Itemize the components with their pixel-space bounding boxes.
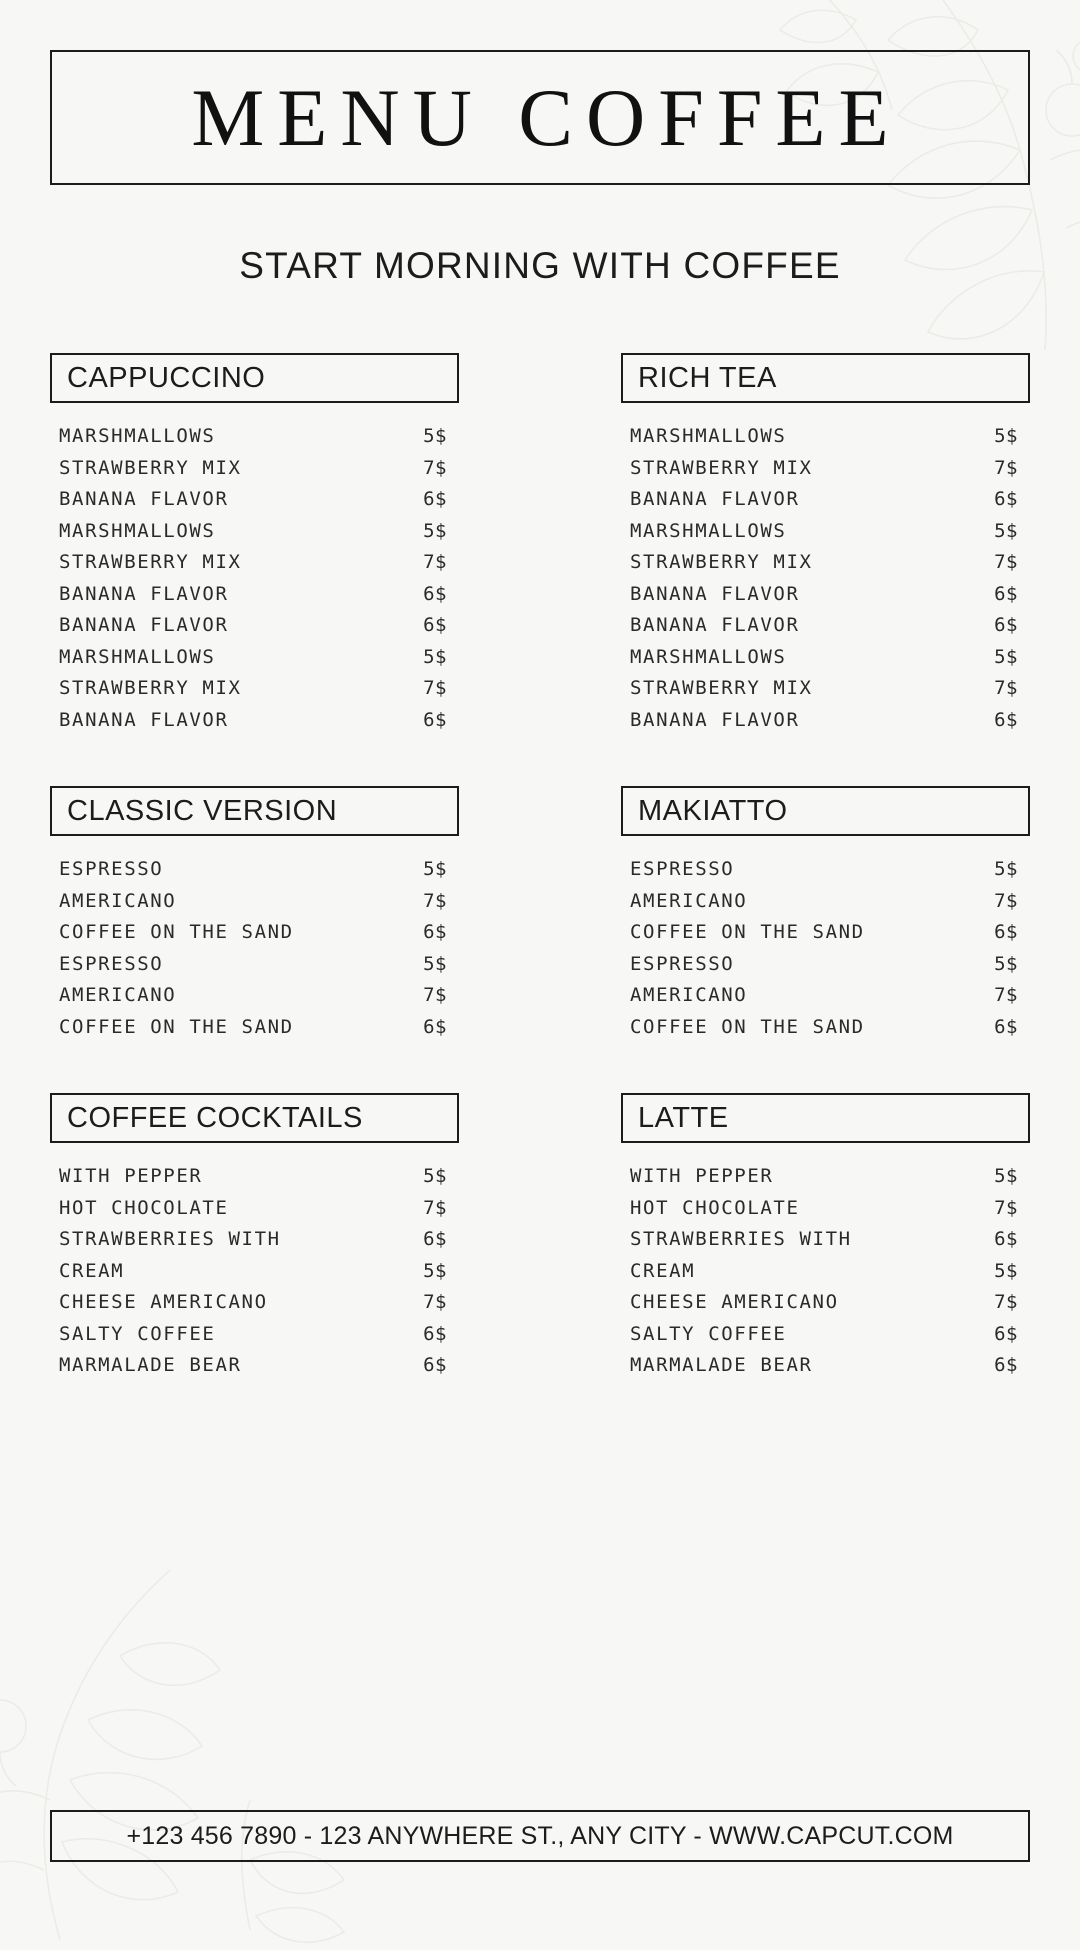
menu-section-classic-version: [50, 786, 459, 1047]
section-header: [50, 353, 459, 403]
menu-item: [59, 1323, 447, 1345]
item-price: 5$: [423, 519, 447, 542]
item-price: 6$: [994, 582, 1018, 605]
item-name: AMERICANO: [59, 889, 177, 912]
menu-item: [630, 953, 1018, 975]
item-price: 6$: [423, 708, 447, 731]
item-price: 6$: [423, 1015, 447, 1038]
item-price: 6$: [994, 614, 1018, 636]
item-name: CREAM: [630, 1259, 696, 1282]
item-name: STRAWBERRY MIX: [630, 551, 813, 573]
item-price: 7$: [423, 551, 447, 573]
item-name: ESPRESSO: [630, 858, 735, 880]
item-name: COFFEE ON THE SAND: [630, 1015, 865, 1038]
item-price: 5$: [423, 1259, 447, 1282]
menu-item: [59, 953, 447, 975]
menu-item: [59, 646, 447, 668]
menu-item: [59, 1165, 447, 1187]
menu-grid: [50, 353, 1030, 1432]
item-price: 7$: [994, 677, 1018, 699]
item-price: 5$: [423, 425, 447, 447]
section-items: [50, 425, 459, 731]
menu-item: [630, 1323, 1018, 1345]
item-price: 6$: [423, 1354, 447, 1376]
item-name: ESPRESSO: [59, 952, 164, 975]
menu-item: [59, 425, 447, 447]
item-name: AMERICANO: [630, 889, 748, 912]
item-name: COFFEE ON THE SAND: [59, 1015, 294, 1038]
menu-item: [630, 1165, 1018, 1187]
menu-item: [59, 1260, 447, 1282]
section-items: [621, 858, 1030, 1038]
item-price: 6$: [423, 582, 447, 605]
item-name: AMERICANO: [630, 984, 748, 1006]
menu-item: [630, 984, 1018, 1006]
menu-item: [630, 551, 1018, 573]
menu-item: [630, 1228, 1018, 1250]
menu-item: [630, 488, 1018, 510]
item-name: STRAWBERRY MIX: [59, 551, 242, 573]
item-name: WITH PEPPER: [59, 1165, 203, 1187]
item-price: 6$: [423, 614, 447, 636]
item-price: 5$: [994, 1259, 1018, 1282]
section-header: [50, 1093, 459, 1143]
item-name: STRAWBERRY MIX: [59, 456, 242, 479]
menu-section-makiatto: [621, 786, 1030, 1047]
item-price: 5$: [994, 858, 1018, 880]
item-name: MARSHMALLOWS: [59, 519, 216, 542]
menu-item: [630, 614, 1018, 636]
footer-contact-text: +123 456 7890 - 123 ANYWHERE ST., ANY CITY - WWW.CAPCUT.COM: [126, 1821, 954, 1850]
item-price: 6$: [994, 1322, 1018, 1345]
item-name: MARSHMALLOWS: [630, 425, 787, 447]
item-price: 5$: [423, 952, 447, 975]
item-price: 7$: [994, 889, 1018, 912]
item-price: 6$: [994, 921, 1018, 943]
menu-item: [630, 425, 1018, 447]
menu-item: [630, 858, 1018, 880]
item-name: MARSHMALLOWS: [59, 425, 216, 447]
item-price: 6$: [994, 1228, 1018, 1250]
item-name: STRAWBERRY MIX: [630, 677, 813, 699]
section-header: [621, 786, 1030, 836]
item-price: 5$: [994, 425, 1018, 447]
item-price: 5$: [994, 645, 1018, 668]
menu-section-cappuccino: [50, 353, 459, 740]
item-price: 6$: [994, 1354, 1018, 1376]
item-name: BANANA FLAVOR: [630, 488, 800, 510]
menu-item: [59, 551, 447, 573]
item-name: CREAM: [59, 1259, 125, 1282]
subtitle: START MORNING WITH COFFEE: [239, 245, 841, 286]
item-price: 7$: [423, 677, 447, 699]
item-name: COFFEE ON THE SAND: [59, 921, 294, 943]
menu-item: [59, 1228, 447, 1250]
item-name: STRAWBERRIES WITH: [59, 1228, 281, 1250]
section-title: CLASSIC VERSION: [67, 794, 338, 827]
item-price: 7$: [423, 1196, 447, 1219]
item-name: SALTY COFFEE: [59, 1322, 216, 1345]
item-name: STRAWBERRY MIX: [59, 677, 242, 699]
item-name: BANANA FLAVOR: [630, 582, 800, 605]
menu-item: [59, 677, 447, 699]
section-header: [50, 786, 459, 836]
menu-item: [59, 921, 447, 943]
item-price: 5$: [994, 519, 1018, 542]
section-title: CAPPUCCINO: [67, 361, 266, 394]
menu-item: [630, 890, 1018, 912]
section-header: [621, 1093, 1030, 1143]
item-name: MARMALADE BEAR: [630, 1354, 813, 1376]
menu-item: [59, 890, 447, 912]
menu-section-coffee-cocktails: [50, 1093, 459, 1386]
item-name: SALTY COFFEE: [630, 1322, 787, 1345]
item-name: BANANA FLAVOR: [630, 708, 800, 731]
menu-item: [630, 1016, 1018, 1038]
item-name: CHEESE AMERICANO: [59, 1291, 268, 1313]
item-name: AMERICANO: [59, 984, 177, 1006]
item-price: 7$: [994, 456, 1018, 479]
item-name: MARSHMALLOWS: [59, 645, 216, 668]
item-name: STRAWBERRY MIX: [630, 456, 813, 479]
item-name: HOT CHOCOLATE: [59, 1196, 229, 1219]
menu-item: [630, 457, 1018, 479]
menu-item: [59, 709, 447, 731]
item-name: COFFEE ON THE SAND: [630, 921, 865, 943]
item-price: 6$: [423, 921, 447, 943]
menu-item: [630, 1197, 1018, 1219]
title-box: [50, 50, 1030, 185]
item-name: BANANA FLAVOR: [59, 488, 229, 510]
item-price: 5$: [423, 858, 447, 880]
menu-item: [59, 1291, 447, 1313]
item-price: 5$: [994, 1165, 1018, 1187]
item-name: BANANA FLAVOR: [59, 614, 229, 636]
footer-contact-bar: [50, 1810, 1030, 1862]
menu-item: [59, 520, 447, 542]
item-name: BANANA FLAVOR: [630, 614, 800, 636]
menu-item: [630, 1291, 1018, 1313]
item-price: 6$: [423, 1228, 447, 1250]
item-price: 7$: [423, 456, 447, 479]
section-items: [621, 425, 1030, 731]
section-items: [50, 1165, 459, 1376]
item-name: MARMALADE BEAR: [59, 1354, 242, 1376]
menu-item: [630, 709, 1018, 731]
menu-item: [59, 858, 447, 880]
section-items: [621, 1165, 1030, 1376]
menu-item: [59, 1354, 447, 1376]
item-price: 7$: [994, 1291, 1018, 1313]
item-name: WITH PEPPER: [630, 1165, 774, 1187]
menu-item: [59, 488, 447, 510]
menu-item: [630, 520, 1018, 542]
item-name: MARSHMALLOWS: [630, 645, 787, 668]
item-price: 6$: [994, 488, 1018, 510]
menu-item: [59, 583, 447, 605]
section-title: RICH TEA: [638, 361, 777, 394]
section-header: [621, 353, 1030, 403]
menu-item: [630, 646, 1018, 668]
menu-item: [59, 1197, 447, 1219]
item-name: MARSHMALLOWS: [630, 519, 787, 542]
item-price: 7$: [994, 551, 1018, 573]
item-price: 7$: [423, 1291, 447, 1313]
item-name: CHEESE AMERICANO: [630, 1291, 839, 1313]
section-title: COFFEE COCKTAILS: [67, 1101, 363, 1134]
page-title: MENU COFFEE: [191, 71, 902, 163]
item-price: 6$: [423, 1322, 447, 1345]
item-price: 6$: [423, 488, 447, 510]
item-price: 6$: [994, 1015, 1018, 1038]
item-price: 7$: [994, 984, 1018, 1006]
section-title: LATTE: [638, 1101, 729, 1134]
item-price: 5$: [994, 952, 1018, 975]
menu-item: [59, 1016, 447, 1038]
menu-item: [630, 1260, 1018, 1282]
item-price: 6$: [994, 708, 1018, 731]
item-name: BANANA FLAVOR: [59, 708, 229, 731]
item-price: 7$: [994, 1196, 1018, 1219]
item-name: ESPRESSO: [630, 952, 735, 975]
item-price: 7$: [423, 984, 447, 1006]
menu-item: [59, 984, 447, 1006]
item-price: 7$: [423, 889, 447, 912]
item-price: 5$: [423, 1165, 447, 1187]
item-name: ESPRESSO: [59, 858, 164, 880]
menu-section-latte: [621, 1093, 1030, 1386]
item-price: 5$: [423, 645, 447, 668]
menu-section-rich-tea: [621, 353, 1030, 740]
item-name: BANANA FLAVOR: [59, 582, 229, 605]
menu-item: [630, 677, 1018, 699]
section-title: MAKIATTO: [638, 794, 788, 827]
menu-item: [59, 457, 447, 479]
menu-item: [630, 921, 1018, 943]
menu-item: [630, 1354, 1018, 1376]
item-name: STRAWBERRIES WITH: [630, 1228, 852, 1250]
section-items: [50, 858, 459, 1038]
menu-item: [59, 614, 447, 636]
menu-item: [630, 583, 1018, 605]
item-name: HOT CHOCOLATE: [630, 1196, 800, 1219]
